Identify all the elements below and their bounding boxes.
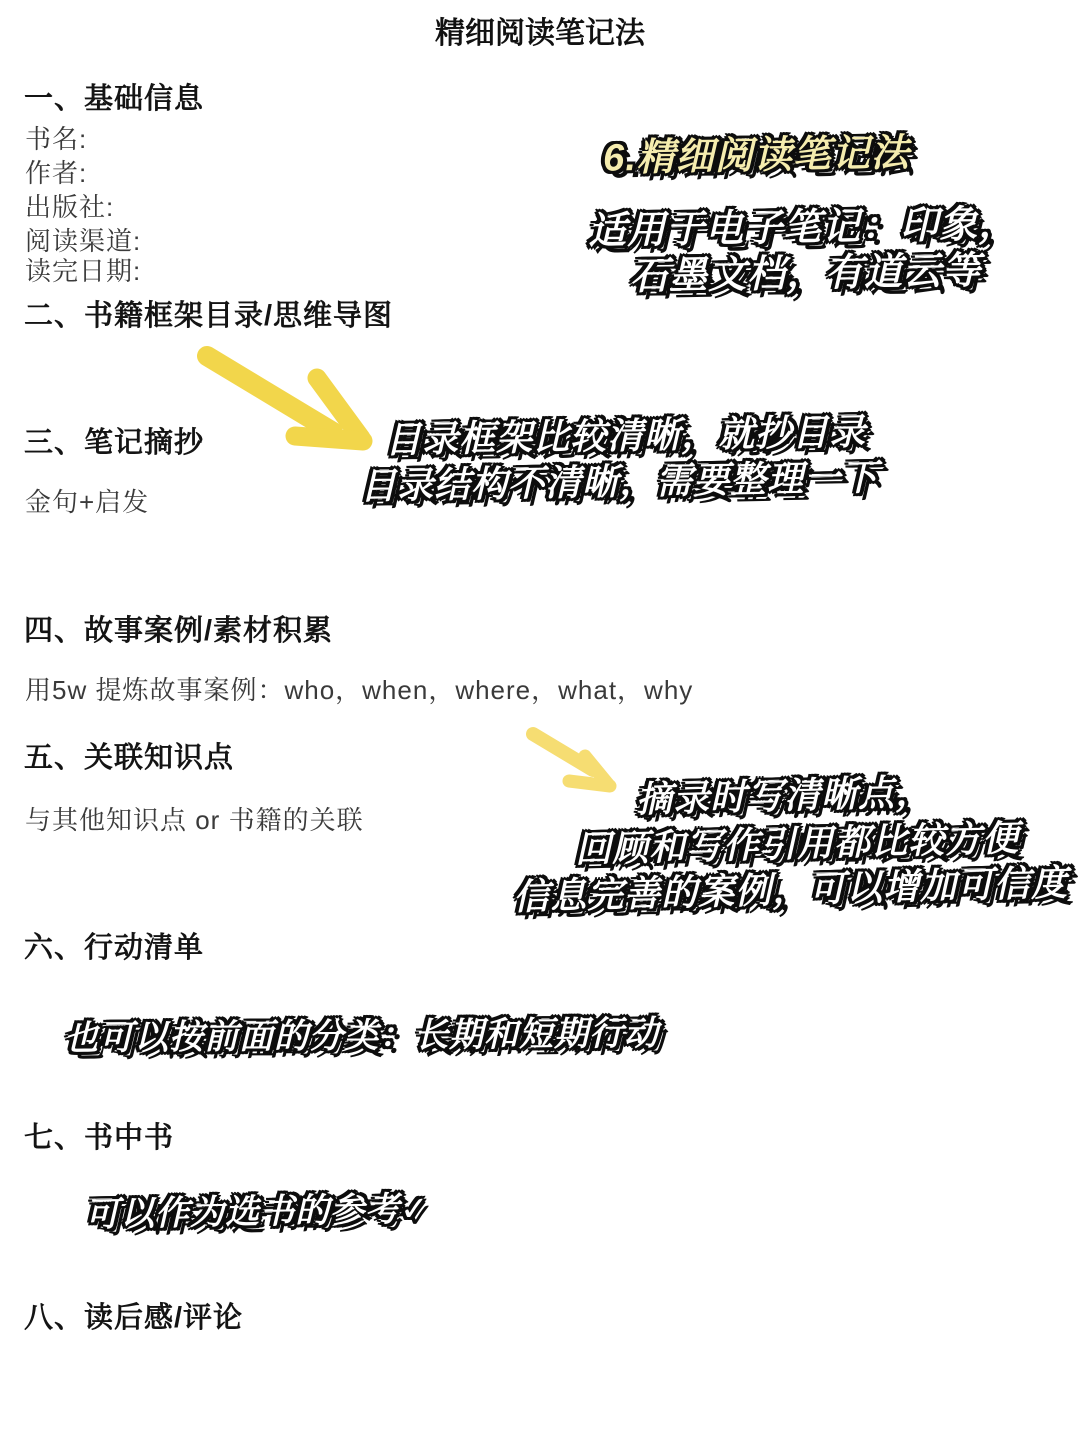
annotation-toc-note-line1: 目录框架比较清晰，就抄目录 <box>384 410 867 461</box>
arrow-barb-lower <box>295 436 363 441</box>
annotation-excerpt-note-line1: 摘录时写清晰点， <box>635 771 933 820</box>
section-8-heading: 八、读后感/评论 <box>24 1302 244 1334</box>
section-5-body: 与其他知识点 or 书籍的关联 <box>25 805 364 835</box>
annotation-badge-title: 6.精细阅读笔记法 <box>602 132 911 180</box>
section-3-heading: 三、笔记摘抄 <box>24 427 205 459</box>
section-5-heading: 五、关联知识点 <box>24 742 235 774</box>
arrow-shaft <box>207 356 333 432</box>
yellow-arrow-small-icon <box>503 726 628 806</box>
annotation-book-note: 可以作为选书的参考✓ <box>84 1189 430 1235</box>
annotation-excerpt-note-line3: 信息完善的案例，可以增加可信度 <box>512 861 1069 918</box>
section-7-heading: 七、书中书 <box>24 1122 175 1154</box>
annotation-badge-sub-line1: 适用于电子笔记：印象， <box>587 203 1018 253</box>
annotation-toc-note-line2: 目录结构不清晰，需要整理一下 <box>359 456 879 507</box>
section-1-heading: 一、基础信息 <box>24 83 205 115</box>
section-4-body: 用5w 提炼故事案例：who，when，where，what，why <box>25 675 694 705</box>
section-3-body: 金句+启发 <box>25 487 150 517</box>
yellow-arrow-icon <box>193 344 383 456</box>
section-6-heading: 六、行动清单 <box>24 932 205 964</box>
field-publisher: 出版社: <box>25 192 115 222</box>
annotation-excerpt-note-line2: 回顾和写作引用都比较方便 <box>574 817 1020 870</box>
doc-title: 精细阅读笔记法 <box>435 17 645 50</box>
section-4-heading: 四、故事案例/素材积累 <box>24 615 334 647</box>
field-book-name: 书名: <box>25 124 88 154</box>
field-reading-channel: 阅读渠道: <box>25 226 142 256</box>
annotation-badge-sub-line2: 石墨文档，有道云等 <box>629 249 982 299</box>
arrow-barb-lower <box>569 781 610 786</box>
field-finish-date: 读完日期: <box>25 256 142 286</box>
field-author: 作者: <box>25 158 88 188</box>
annotation-action-note: 也可以按前面的分类：长期和短期行动 <box>63 1014 660 1058</box>
section-2-heading: 二、书籍框架目录/思维导图 <box>24 300 394 332</box>
